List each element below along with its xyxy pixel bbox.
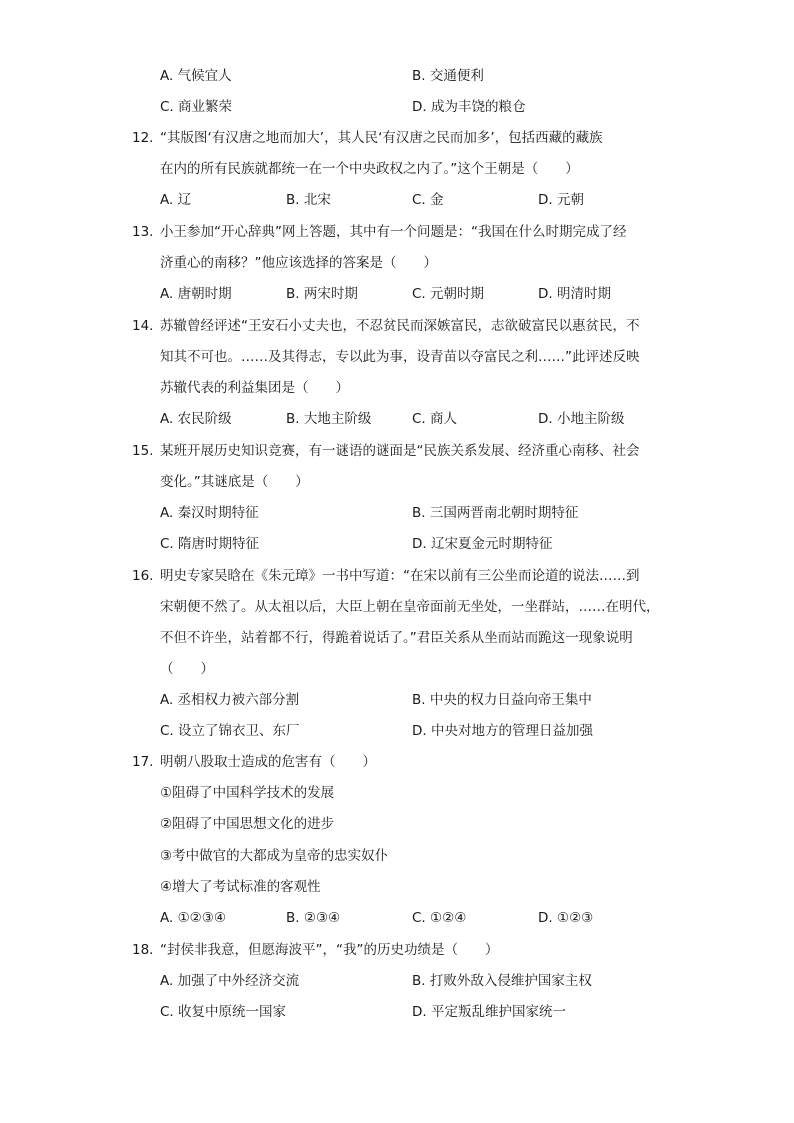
q16-option-a: A. 丞相权力被六部分割 (160, 692, 300, 708)
q14-stem-line1 (0, 316, 794, 336)
q12-option-c: C. 金 (412, 192, 444, 208)
q14-stem-line2 (0, 347, 794, 367)
q14-stem-text3: 苏辙代表的利益集团是（ ） (160, 380, 349, 396)
q15-option-b: B. 三国两晋南北朝时期特征 (412, 505, 579, 521)
q13-number: 13. (132, 224, 154, 240)
q15-stem-line2 (0, 472, 794, 492)
q16-number: 16. (132, 568, 154, 584)
q18-options-row2 (0, 1002, 794, 1022)
q16-stem-text3: 不但不许坐，站着都不行，得跪着说话了。”君臣关系从坐而站而跪这一现象说明 (160, 630, 633, 646)
q15-stem-line1 (0, 441, 794, 461)
q17-statement-text-2: ②阻碍了中国思想文化的进步 (160, 816, 335, 832)
q15-option-d: D. 辽宋夏金元时期特征 (412, 536, 553, 552)
q15-stem-text2: 变化。”其谜底是（ ） (160, 474, 309, 490)
q11-option-a: A. 气候宜人 (160, 68, 232, 84)
q17-options (0, 908, 794, 928)
q12-stem-text2: 在内的所有民族就都统一在一个中央政权之内了。”这个王朝是（ ） (160, 161, 579, 177)
q16-option-c: C. 设立了锦衣卫、东厂 (160, 723, 300, 739)
q16-option-b: B. 中央的权力日益向帝王集中 (412, 692, 592, 708)
q12-option-d: D. 元朝 (538, 192, 584, 208)
q11-options-row1 (0, 66, 794, 86)
q14-option-a: A. 农民阶级 (160, 411, 232, 427)
q15-options-row2 (0, 534, 794, 554)
q15-options-row1 (0, 503, 794, 523)
q15-option-a: A. 秦汉时期特征 (160, 505, 259, 521)
q13-stem-line1 (0, 222, 794, 242)
q16-stem-text1: 明史专家吴晗在《朱元璋》一书中写道：“在宋以前有三公坐而论道的说法……到 (160, 568, 640, 584)
q14-option-b: B. 大地主阶级 (286, 411, 372, 427)
q17-statement-2 (0, 814, 794, 834)
q14-stem-line3 (0, 378, 794, 398)
q17-number: 17. (132, 754, 154, 770)
q11-options-row2 (0, 97, 794, 117)
q17-statement-1 (0, 783, 794, 803)
q11-option-c: C. 商业繁荣 (160, 99, 233, 115)
q18-option-d: D. 平定叛乱维护国家统一 (412, 1004, 566, 1020)
q18-options-row1 (0, 971, 794, 991)
q18-option-a: A. 加强了中外经济交流 (160, 973, 300, 989)
q18-option-c: C. 收复中原统一国家 (160, 1004, 287, 1020)
q17-stem-line1 (0, 752, 794, 772)
q13-option-d: D. 明清时期 (538, 286, 611, 302)
q11-option-b: B. 交通便利 (412, 68, 484, 84)
q14-stem-text2: 知其不可也。……及其得志，专以此为事，设青苗以夺富民之利……”此评述反映 (160, 349, 640, 365)
q17-option-b: B. ②③④ (286, 910, 341, 926)
q17-statement-4 (0, 877, 794, 897)
q17-stem-text1: 明朝八股取士造成的危害有（ ） (160, 754, 376, 770)
q16-stem-line1 (0, 566, 794, 586)
q12-option-b: B. 北宋 (286, 192, 331, 208)
q17-statement-text-3: ③考中做官的大都成为皇帝的忠实奴仆 (160, 848, 389, 864)
q16-stem-text2: 宋朝便不然了。从太祖以后，大臣上朝在皇帝面前无坐处，一坐群站，……在明代， (160, 599, 660, 615)
q17-option-a: A. ①②③④ (160, 910, 226, 926)
q13-stem-line2 (0, 253, 794, 273)
q18-option-b: B. 打败外敌入侵维护国家主权 (412, 973, 592, 989)
q12-stem-text1: “其版图‘有汉唐之地而加大’，其人民‘有汉唐之民而加多’，包括西藏的藏族 (160, 130, 603, 146)
q18-stem-line1 (0, 940, 794, 960)
q12-stem-line2 (0, 159, 794, 179)
q13-option-a: A. 唐朝时期 (160, 286, 232, 302)
q12-options (0, 190, 794, 210)
q14-option-c: C. 商人 (412, 411, 458, 427)
q17-statement-text-1: ①阻碍了中国科学技术的发展 (160, 785, 335, 801)
q12-stem-line1 (0, 128, 794, 148)
q15-number: 15. (132, 443, 154, 459)
q14-stem-text1: 苏辙曾经评述“王安石小丈夫也，不忍贫民而深嫉富民，志欲破富民以惠贫民，不 (160, 318, 640, 334)
q12-option-a: A. 辽 (160, 192, 192, 208)
q14-options (0, 409, 794, 429)
q11-option-d: D. 成为丰饶的粮仓 (412, 99, 526, 115)
q13-options (0, 284, 794, 304)
q13-option-b: B. 两宋时期 (286, 286, 358, 302)
q17-statement-text-4: ④增大了考试标准的客观性 (160, 879, 321, 895)
q14-option-d: D. 小地主阶级 (538, 411, 625, 427)
q12-number: 12. (132, 130, 154, 146)
q14-number: 14. (132, 318, 154, 334)
q16-option-d: D. 中央对地方的管理日益加强 (412, 723, 593, 739)
q16-stem-text4: （ ） (160, 661, 214, 677)
q13-option-c: C. 元朝时期 (412, 286, 485, 302)
q16-stem-line4 (0, 659, 794, 679)
q16-options-row1 (0, 690, 794, 710)
q15-stem-text1: 某班开展历史知识竞赛，有一谜语的谜面是“民族关系发展、经济重心南移、社会 (160, 443, 640, 459)
q18-number: 18. (132, 942, 154, 958)
q18-stem-text1: “封侯非我意，但愿海波平”，“我”的历史功绩是（ ） (160, 942, 499, 958)
q16-stem-line3 (0, 628, 794, 648)
q16-options-row2 (0, 721, 794, 741)
q16-stem-line2 (0, 597, 794, 617)
q17-option-c: C. ①②④ (412, 910, 467, 926)
q15-option-c: C. 隋唐时期特征 (160, 536, 260, 552)
q17-statement-3 (0, 846, 794, 866)
q13-stem-text2: 济重心的南移？”他应该选择的答案是（ ） (160, 255, 437, 271)
q13-stem-text1: 小王参加“开心辞典”网上答题，其中有一个问题是：“我国在什么时期完成了经 (160, 224, 627, 240)
q17-option-d: D. ①②③ (538, 910, 594, 926)
